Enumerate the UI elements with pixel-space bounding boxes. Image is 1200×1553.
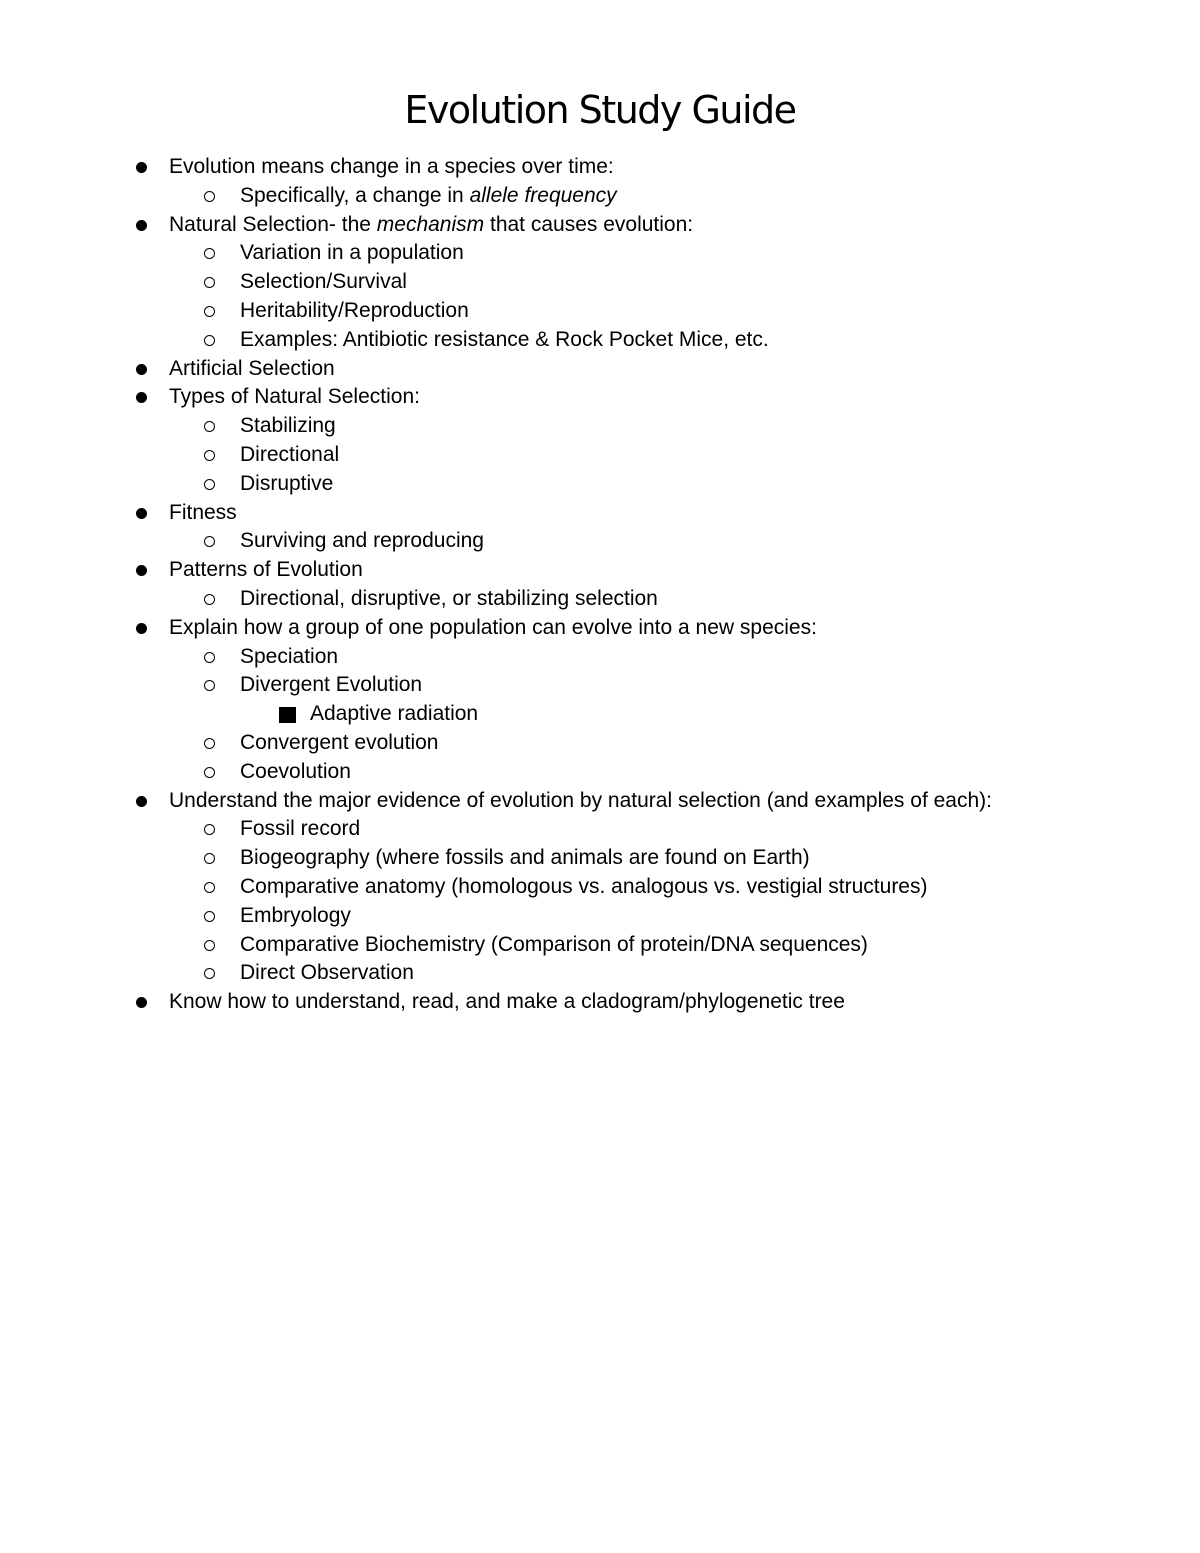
- list-item-text-main: Fitness: [169, 500, 237, 524]
- list-item-text-main: Divergent Evolution: [240, 673, 423, 697]
- study-guide-list: [0, 153, 1200, 1017]
- list-item-level-2: [0, 239, 1200, 268]
- filled-circle-bullet-icon: [136, 392, 147, 403]
- list-item-text: [240, 671, 422, 700]
- list-item-text: [240, 931, 868, 960]
- list-item-text: [240, 643, 338, 672]
- list-item-level-1: [0, 614, 1200, 643]
- list-item-text-main: Speciation: [240, 644, 339, 668]
- list-item-text-main: Selection/Survival: [240, 270, 407, 294]
- list-item-level-2: [0, 873, 1200, 902]
- hollow-circle-bullet-icon: [204, 277, 215, 288]
- list-item-text: [169, 556, 363, 585]
- list-item-level-1: [0, 499, 1200, 528]
- list-item-text: [169, 383, 420, 412]
- list-item-text-main: Adaptive radiation: [310, 702, 479, 726]
- list-item-level-2: [0, 470, 1200, 499]
- list-item-text: [240, 182, 617, 211]
- list-item-level-1: [0, 988, 1200, 1017]
- list-item-text: [240, 412, 336, 441]
- filled-circle-bullet-icon: [136, 796, 147, 807]
- list-item-text: [240, 729, 438, 758]
- filled-circle-bullet-icon: [136, 364, 147, 375]
- hollow-circle-bullet-icon: [204, 421, 215, 432]
- list-item-text-main: Coevolution: [240, 759, 351, 783]
- list-item-text: [240, 470, 333, 499]
- hollow-circle-bullet-icon: [204, 191, 215, 202]
- list-item-text: [310, 700, 478, 729]
- list-item-level-1: [0, 211, 1200, 240]
- hollow-circle-bullet-icon: [204, 911, 215, 922]
- list-item-text: [169, 153, 614, 182]
- list-item-text-main: Directional: [240, 442, 340, 466]
- list-item-text-main: Fossil record: [240, 817, 361, 841]
- list-item-level-1: [0, 556, 1200, 585]
- list-item-text: [240, 297, 469, 326]
- list-item-text-main: Patterns of Evolution: [169, 558, 363, 582]
- list-item-text-main: Heritability/Reproduction: [240, 298, 469, 322]
- list-item-level-2: [0, 441, 1200, 470]
- hollow-circle-bullet-icon: [204, 940, 215, 951]
- list-item-emphasis: allele frequency: [469, 183, 617, 207]
- hollow-circle-bullet-icon: [204, 248, 215, 259]
- list-item-text-after: that causes evolution:: [484, 212, 694, 236]
- hollow-circle-bullet-icon: [204, 824, 215, 835]
- filled-circle-bullet-icon: [136, 162, 147, 173]
- list-item-text: [169, 211, 693, 240]
- list-item-text-main: Understand the major evidence of evolution by natural selection (and examples of each):: [169, 788, 992, 812]
- filled-circle-bullet-icon: [136, 565, 147, 576]
- list-item-text-main: Biogeography (where fossils and animals are found on Earth): [240, 846, 810, 870]
- list-item-level-2: [0, 671, 1200, 700]
- list-item-emphasis: mechanism: [376, 212, 485, 236]
- list-item-text: [240, 268, 407, 297]
- list-item-text: [240, 959, 414, 988]
- hollow-circle-bullet-icon: [204, 853, 215, 864]
- list-item-level-2: [0, 815, 1200, 844]
- list-item-text-main: Examples: Antibiotic resistance & Rock Pocket Mice, etc.: [240, 327, 769, 351]
- list-item-level-1: [0, 153, 1200, 182]
- hollow-circle-bullet-icon: [204, 594, 215, 605]
- list-item-text: [240, 326, 769, 355]
- list-item-text: [169, 499, 237, 528]
- hollow-circle-bullet-icon: [204, 882, 215, 893]
- list-item-text: [169, 355, 335, 384]
- list-item-text-main: Directional, disruptive, or stabilizing selection: [240, 586, 658, 610]
- hollow-circle-bullet-icon: [204, 479, 215, 490]
- filled-circle-bullet-icon: [136, 220, 147, 231]
- list-item-level-2: [0, 643, 1200, 672]
- list-item-text: [169, 614, 817, 643]
- list-item-text: [240, 902, 351, 931]
- list-item-level-2: [0, 729, 1200, 758]
- list-item-text-main: Evolution means change in a species over time:: [169, 155, 614, 178]
- hollow-circle-bullet-icon: [204, 767, 215, 778]
- list-item-level-2: [0, 585, 1200, 614]
- list-item-level-2: [0, 268, 1200, 297]
- list-item-text-main: Know how to understand, read, and make a cladogram/phylogenetic tree: [169, 990, 845, 1014]
- list-item-text-main: Stabilizing: [240, 414, 336, 438]
- list-item-text-main: Specifically, a change in: [240, 183, 470, 207]
- hollow-circle-bullet-icon: [204, 306, 215, 317]
- list-item-text: [240, 441, 339, 470]
- list-item-text: [240, 844, 810, 873]
- list-item-level-2: [0, 758, 1200, 787]
- filled-circle-bullet-icon: [136, 508, 147, 519]
- list-item-text-main: Variation in a population: [240, 241, 464, 265]
- hollow-circle-bullet-icon: [204, 450, 215, 461]
- list-item-level-2: [0, 297, 1200, 326]
- hollow-circle-bullet-icon: [204, 968, 215, 979]
- hollow-circle-bullet-icon: [204, 335, 215, 346]
- list-item-text-main: Direct Observation: [240, 961, 414, 985]
- list-item-level-2: [0, 902, 1200, 931]
- list-item-level-2: [0, 844, 1200, 873]
- hollow-circle-bullet-icon: [204, 738, 215, 749]
- list-item-text: [240, 239, 464, 268]
- list-item-text-main: Artificial Selection: [169, 356, 335, 380]
- list-item-text: [169, 787, 992, 816]
- list-item-text-main: Convergent evolution: [240, 730, 439, 754]
- list-item-text-main: Embryology: [240, 903, 351, 927]
- list-item-text-main: Comparative anatomy (homologous vs. analogous vs. vestigial structures): [240, 874, 928, 898]
- list-item-text-main: Surviving and reproducing: [240, 529, 484, 553]
- list-item-text: [240, 873, 927, 902]
- list-item-text: [240, 815, 360, 844]
- list-item-level-2: [0, 959, 1200, 988]
- list-item-text-main: Comparative Biochemistry (Comparison of protein/DNA sequences): [240, 932, 868, 956]
- list-item-text-main: Explain how a group of one population can evolve into a new species:: [169, 615, 817, 639]
- list-item-text-main: Natural Selection- the: [169, 212, 377, 236]
- list-item-text-main: Types of Natural Selection:: [169, 385, 420, 409]
- list-item-text-main: Disruptive: [240, 471, 334, 495]
- list-item-level-2: [0, 326, 1200, 355]
- list-item-level-1: [0, 355, 1200, 384]
- hollow-circle-bullet-icon: [204, 536, 215, 547]
- filled-circle-bullet-icon: [136, 997, 147, 1008]
- list-item-level-3: [0, 700, 1200, 729]
- page-title: Evolution Study Guide: [404, 88, 796, 132]
- filled-circle-bullet-icon: [136, 623, 147, 634]
- list-item-text: [240, 527, 484, 556]
- square-bullet-icon: [279, 707, 296, 723]
- hollow-circle-bullet-icon: [204, 652, 215, 663]
- list-item-level-2: [0, 182, 1200, 211]
- list-item-level-1: [0, 383, 1200, 412]
- list-item-level-1: [0, 787, 1200, 816]
- list-item-text: [240, 758, 351, 787]
- list-item-text: [240, 585, 658, 614]
- hollow-circle-bullet-icon: [204, 680, 215, 691]
- list-item-level-2: [0, 412, 1200, 441]
- list-item-level-2: [0, 931, 1200, 960]
- list-item-level-2: [0, 527, 1200, 556]
- list-item-text: [169, 988, 845, 1017]
